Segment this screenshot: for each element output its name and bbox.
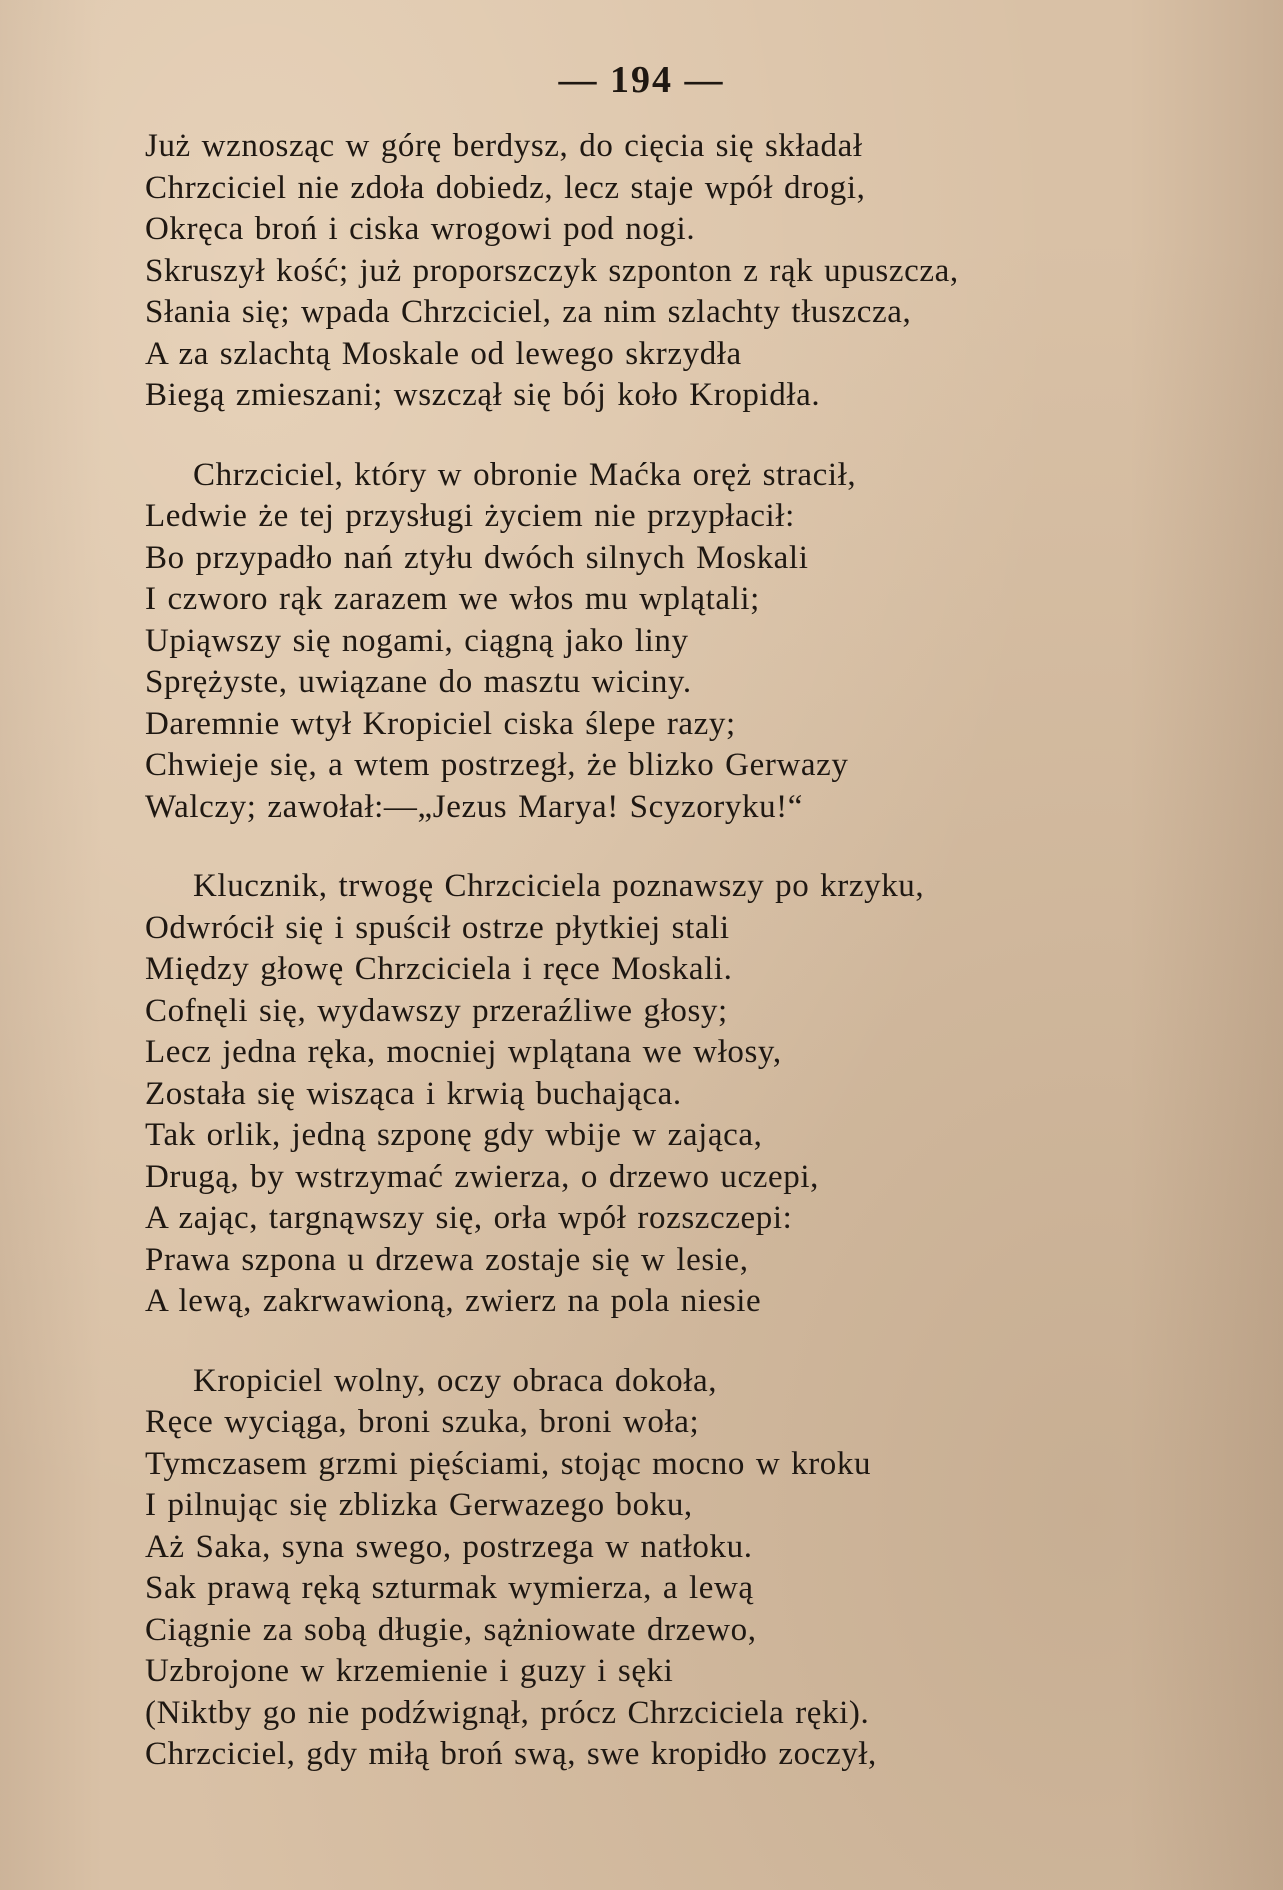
stanza-1 — [145, 126, 1225, 417]
verse-line: Chwieje się, a wtem postrzegł, że blizko Gerwazy — [145, 747, 849, 783]
stanza-2 — [145, 455, 1225, 829]
verse-line: Biegą zmieszani; wszczął się bój koło Kropidła. — [145, 377, 821, 413]
verse-line: Okręca broń i ciska wrogowi pod nogi. — [145, 211, 696, 247]
verse-line: Lecz jedna ręka, mocniej wplątana we włosy, — [145, 1034, 782, 1070]
verse-line: Sprężyste, uwiązane do masztu wiciny. — [145, 664, 692, 700]
verse-line: Aż Saka, syna swego, postrzega w natłoku. — [145, 1528, 753, 1565]
verse-line: Została się wisząca i krwią buchająca. — [145, 1075, 682, 1112]
verse-line: Tymczasem grzmi pięściami, stojąc mocno w kroku — [145, 1445, 872, 1482]
verse-line: Prawa szpona u drzewa zostaje się w lesie, — [145, 1241, 749, 1278]
page-number: — 194 — — [558, 59, 725, 101]
verse-line: Klucznik, trwogę Chrzciciela poznawszy po krzyku, — [193, 868, 925, 904]
verse-line: Tak orlik, jedną szponę gdy wbije w zająca, — [145, 1117, 763, 1153]
verse-line: Upiąwszy się nogami, ciągną jako liny — [145, 622, 689, 659]
verse-line: Skruszył kość; już proporszczyk szponton z rąk upuszcza, — [145, 252, 959, 289]
verse-line: Walczy; zawołał:—„Jezus Marya! Scyzoryku!“ — [145, 788, 804, 825]
verse-line: I czworo rąk zarazem we włos mu wplątali; — [145, 581, 760, 617]
verse-line: Ledwie że tej przysługi życiem nie przypłacił: — [145, 498, 795, 534]
verse-line: Słania się; wpada Chrzciciel, za nim szlachty tłuszcza, — [145, 294, 912, 330]
verse-line: Chrzciciel nie zdoła dobiedz, lecz staje wpół drogi, — [145, 169, 866, 206]
verse-line: Uzbrojone w krzemienie i guzy i sęki — [145, 1653, 674, 1689]
verse-line: A lewą, zakrwawioną, zwierz na pola niesie — [145, 1283, 762, 1319]
verse-line: Odwrócił się i spuścił ostrze płytkiej stali — [145, 909, 730, 946]
verse-line: Chrzciciel, który w obronie Maćka oręż stracił, — [193, 456, 857, 493]
verse-line: A za szlachtą Moskale od lewego skrzydła — [145, 335, 742, 372]
verse-line: Chrzciciel, gdy miłą broń swą, swe kropidło zoczył, — [145, 1736, 877, 1772]
stanza-4 — [145, 1361, 1225, 1776]
verse-line: Daremnie wtył Kropiciel ciska ślepe razy; — [145, 705, 736, 742]
verse-line: Kropiciel wolny, oczy obraca dokoła, — [193, 1362, 718, 1399]
verse-line: (Niktby go nie podźwignął, prócz Chrzciciela ręki). — [145, 1694, 870, 1731]
verse-line: Ciągnie za sobą długie, sążniowate drzewo, — [145, 1611, 757, 1648]
verse-line: Między głowę Chrzciciela i ręce Moskali. — [145, 951, 733, 987]
verse-line: Cofnęli się, wydawszy przeraźliwe głosy; — [145, 992, 728, 1029]
verse-line: Już wznosząc w górę berdysz, do cięcia się składał — [145, 128, 863, 164]
verse-line: Drugą, by wstrzymać zwierza, o drzewo uczepi, — [145, 1158, 819, 1195]
verse-line: Sak prawą ręką szturmak wymierza, a lewą — [145, 1570, 754, 1606]
verse-line: Bo przypadło nań ztyłu dwóch silnych Moskali — [145, 539, 809, 576]
verse-line: I pilnując się zblizka Gerwazego boku, — [145, 1487, 693, 1523]
verse-line: Ręce wyciąga, broni szuka, broni woła; — [145, 1404, 700, 1440]
verse-line: A zając, targnąwszy się, orła wpół rozszczepi: — [145, 1200, 793, 1236]
stanza-3 — [145, 866, 1225, 1323]
poem-text — [145, 126, 1225, 1814]
